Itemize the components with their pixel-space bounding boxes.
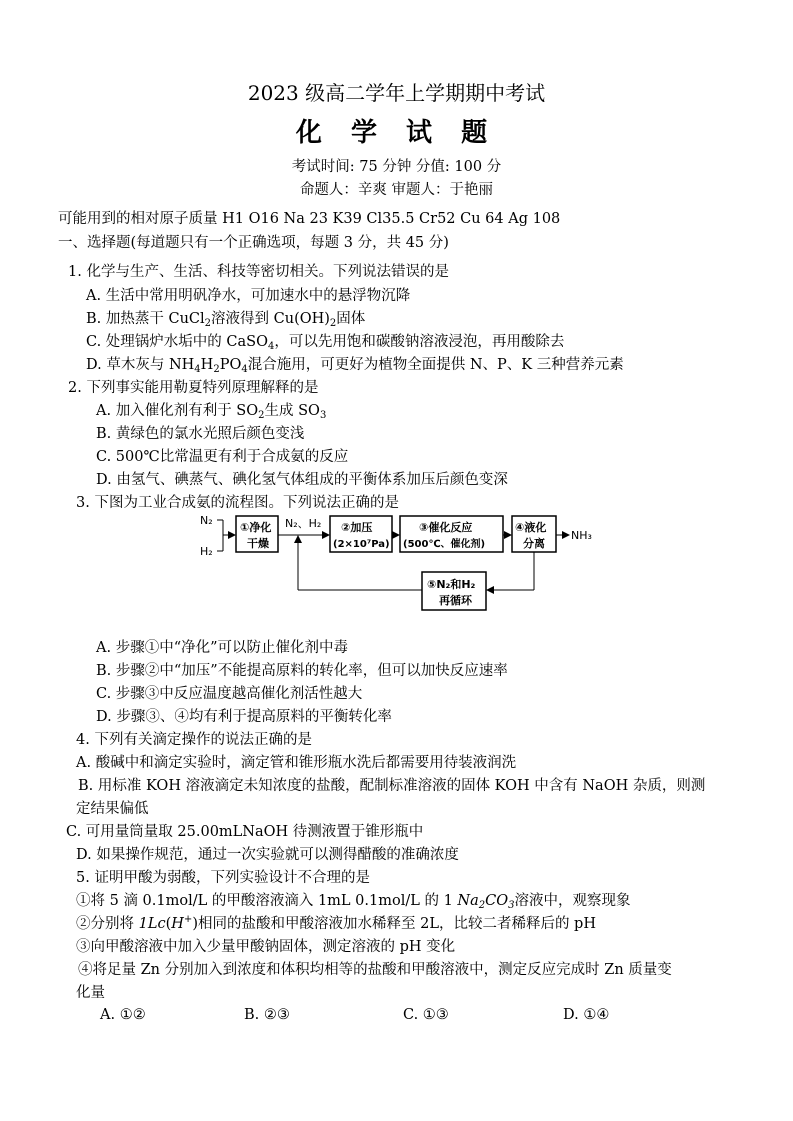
q5-option-b: B. ②③: [244, 1007, 290, 1023]
q1-option-b: B. 加热蒸干 CuCl$_2$溶液得到 $Cu(OH)_2$固体: [86, 311, 366, 329]
flow-step4-sub: 分离: [523, 537, 545, 550]
q5-statement-4-line2: 化量: [76, 985, 105, 1001]
flow-step5-label: ⑤N₂和H₂: [427, 578, 476, 591]
atomic-masses: 可能用到的相对原子质量 H1 O16 Na 23 K39 Cl35.5 Cr52 Cu 64 Ag 108: [58, 211, 561, 227]
flow-step2-sub: (2×10⁷Pa): [333, 539, 390, 550]
flow-step5-sub: 再循环: [439, 594, 472, 607]
q5-stem: 5. 证明甲酸为弱酸，下列实验设计不合理的是: [76, 870, 370, 886]
flow-step1-label: ①净化: [240, 521, 272, 534]
q1-stem: 1. 化学与生产、生活、科技等密切相关。下列说法错误的是: [68, 264, 449, 280]
q5-statement-1: ①将 5 滴 0.1mol/L 的甲酸溶液滴入 1mL 0.1mol/L 的 1 $Na_2CO_3$溶液中，观察现象: [76, 893, 631, 911]
exam-time-score: 考试时间: 75 分钟 分值: 100 分: [291, 159, 502, 175]
subject-title: 化 学 试 题: [295, 118, 498, 148]
flow-h2: H₂: [200, 545, 213, 558]
q1-option-a: A. 生活中常用明矾净水，可加速水中的悬浮物沉降: [86, 288, 411, 304]
q2-option-b: B. 黄绿色的氯水光照后颜色变浅: [96, 426, 305, 442]
q3-option-a: A. 步骤①中“净化”可以防止催化剂中毒: [96, 640, 349, 656]
flow-n2: N₂: [200, 514, 213, 527]
q3-stem: 3. 下图为工业合成氨的流程图。下列说法正确的是: [76, 495, 399, 511]
q3-option-c: C. 步骤③中反应温度越高催化剂活性越大: [96, 686, 363, 702]
flow-step2-label: ②加压: [341, 521, 373, 534]
flow-step3-label: ③催化反应: [419, 521, 473, 534]
flow-step1-sub: 干燥: [247, 537, 269, 550]
q4-option-b-line2: 定结果偏低: [76, 801, 149, 817]
q4-option-b-line1: B. 用标准 KOH 溶液滴定未知浓度的盐酸，配制标准溶液的固体 KOH 中含有 NaOH 杂质，则测: [78, 778, 706, 794]
q4-option-d: D. 如果操作规范，通过一次实验就可以测得醋酸的准确浓度: [76, 847, 459, 863]
q4-option-c: C. 可用量筒量取 25.00mLNaOH 待测液置于锥形瓶中: [66, 824, 424, 840]
flow-mid-label: N₂、H₂: [285, 517, 322, 530]
q3-option-d: D. 步骤③、④均有利于提高原料的平衡转化率: [96, 709, 392, 725]
q3-option-b: B. 步骤②中“加压”不能提高原料的转化率，但可以加快反应速率: [96, 663, 508, 679]
q5-statement-3: ③向甲酸溶液中加入少量甲酸钠固体，测定溶液的 pH 变化: [76, 939, 456, 955]
q4-stem: 4. 下列有关滴定操作的说法正确的是: [76, 732, 312, 748]
q2-stem: 2. 下列事实能用勒夏特列原理解释的是: [68, 380, 319, 396]
q5-option-c: C. ①③: [403, 1007, 449, 1023]
q5-option-a: A. ①②: [100, 1007, 146, 1023]
exam-authors: 命题人：辛爽 审题人：于艳丽: [299, 182, 494, 198]
q4-option-a: A. 酸碱中和滴定实验时，滴定管和锥形瓶水洗后都需要用待装液润洗: [76, 755, 517, 771]
q5-option-d: D. ①④: [563, 1007, 610, 1023]
section-heading: 一、选择题(每道题只有一个正确选项，每题 3 分，共 45 分): [58, 235, 449, 251]
q5-statement-2: ②分别将 1Lc(H+)相同的盐酸和甲酸溶液加水稀释至 2L，比较二者稀释后的 pH: [76, 914, 596, 932]
q2-option-c: C. 500℃比常温更有利于合成氨的反应: [96, 449, 349, 465]
ammonia-synthesis-flowchart: [195, 510, 615, 615]
exam-title: 2023 级高二学年上学期期中考试: [247, 81, 546, 105]
q1-option-c: C. 处理锅炉水垢中的 CaSO$_4$，可以先用饱和碳酸钠溶液浸泡，再用酸除去: [86, 334, 565, 352]
flow-nh3: NH₃: [571, 529, 592, 542]
q2-option-d: D. 由氢气、碘蒸气、碘化氢气体组成的平衡体系加压后颜色变深: [96, 472, 508, 488]
flow-step4-label: ④液化: [515, 521, 547, 534]
q2-option-a: A. 加入催化剂有利于 $SO_2$生成 $SO_3$: [96, 403, 327, 421]
q1-option-d: D. 草木灰与 $NH_4H_2PO_4$混合施用，可更好为植物全面提供 N、P、K 三种营养元素: [86, 357, 624, 375]
flow-step3-sub: (500℃、催化剂): [403, 539, 486, 550]
q5-statement-4-line1: ④将足量 Zn 分别加入到浓度和体积均相等的盐酸和甲酸溶液中，测定反应完成时 Zn 质量变: [78, 962, 672, 978]
